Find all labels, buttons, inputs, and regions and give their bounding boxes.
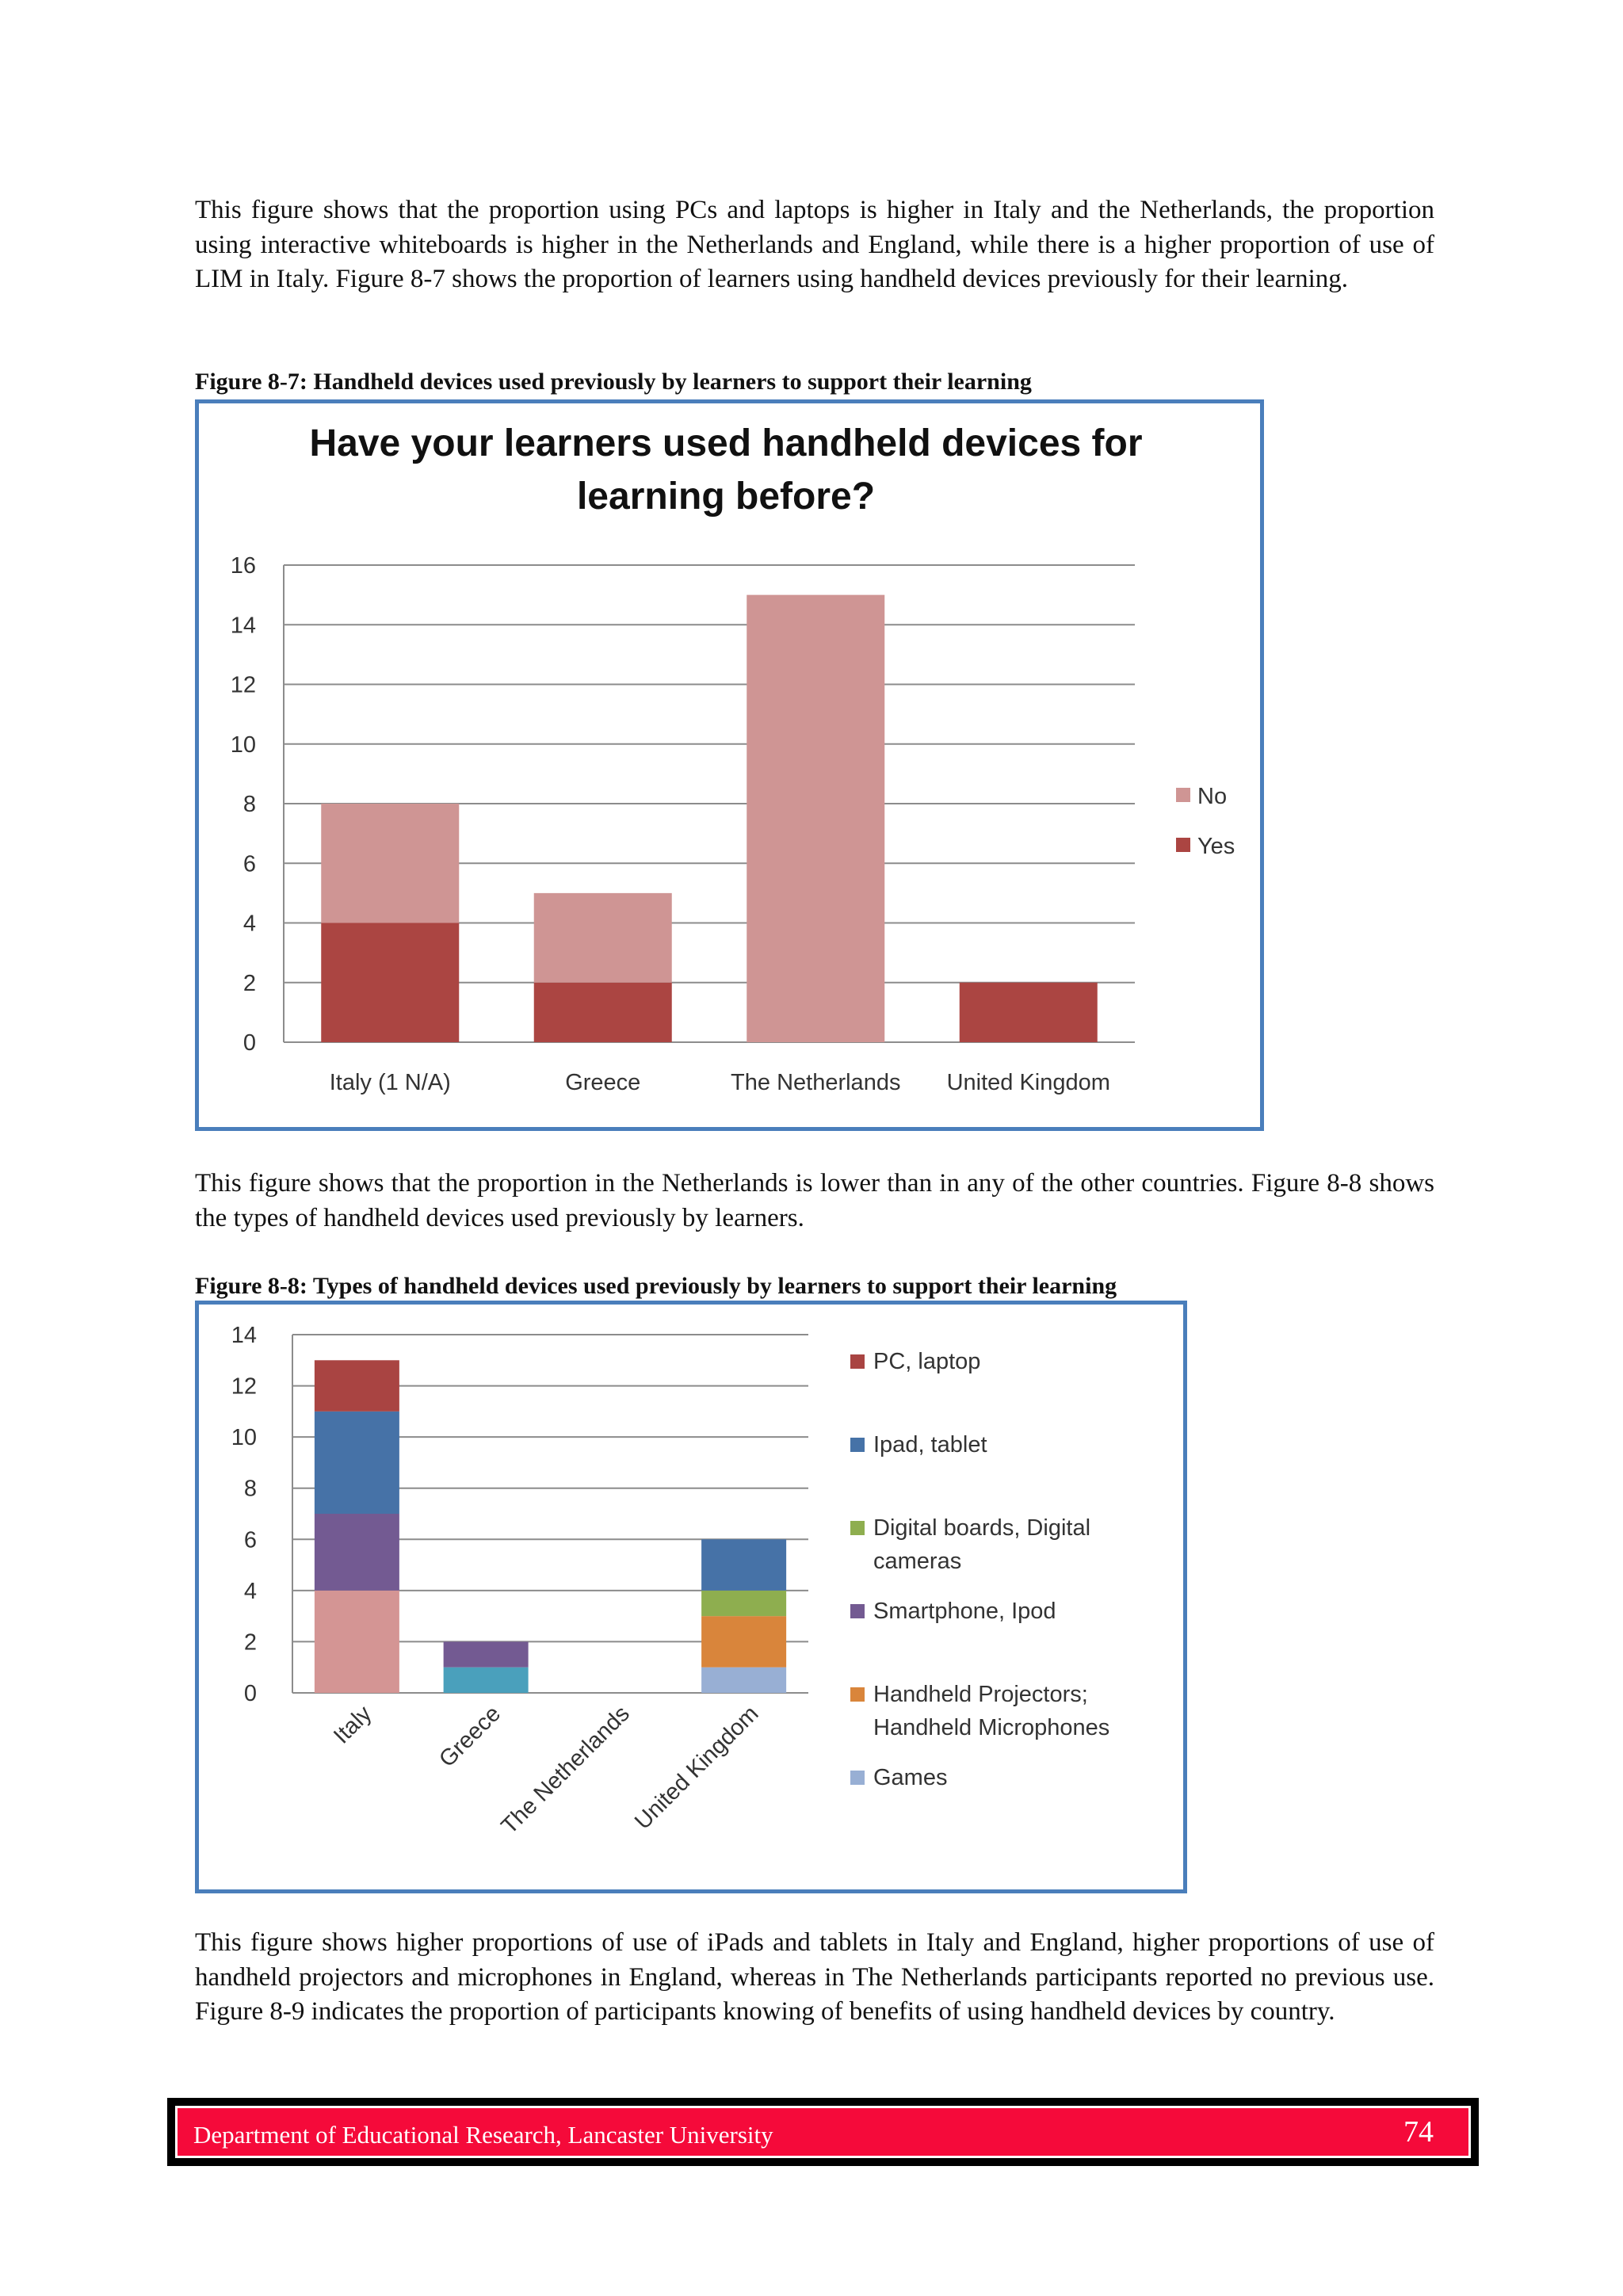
y-tick-label-12: 12 xyxy=(231,1373,257,1400)
x-tick-label-the-netherlands: The Netherlands xyxy=(496,1701,635,1839)
legend-label-4-line-1: Smartphone, Ipod xyxy=(873,1599,1056,1624)
figure-8-8-caption: Figure 8-8: Types of handheld devices used previously by learners to support their learning xyxy=(195,1273,1117,1299)
bar-united-kingdom-digital-boards-digital-cameras xyxy=(701,1591,786,1616)
bar-greece-no xyxy=(534,893,672,983)
legend-label-3-line-2: cameras xyxy=(873,1549,962,1574)
legend-swatch-no xyxy=(1176,788,1190,802)
bar-greece-yes xyxy=(534,983,672,1042)
bar-united-kingdom-games xyxy=(701,1668,786,1693)
y-tick-label-2: 2 xyxy=(243,1629,257,1656)
x-tick-label-united-kingdom: United Kingdom xyxy=(946,1070,1110,1095)
bar-united-kingdom-handheld-projectors-handheld-microphones xyxy=(701,1616,786,1668)
legend-label-no: No xyxy=(1197,784,1228,809)
paragraph-intro: This figure shows that the proportion using PCs and laptops is higher in Italy and the Netherlands, the proportion using interactive whiteboards is higher in the Netherlands and England, while there is a higher proportion of use of LIM in Italy. Figure 8-7 shows the proportion of learners using handheld devices previously for their learning. xyxy=(195,196,1434,293)
legend-swatch-6 xyxy=(850,1771,865,1785)
x-tick-label-united-kingdom: United Kingdom xyxy=(630,1701,764,1835)
chart-title-line-2: learning before? xyxy=(576,476,876,518)
y-tick-label-6: 6 xyxy=(243,1527,257,1553)
page-footer xyxy=(167,2098,1479,2166)
x-tick-label-greece: Greece xyxy=(565,1070,641,1095)
x-tick-label-italy: Italy xyxy=(329,1701,377,1749)
y-tick-label-6: 6 xyxy=(242,851,256,877)
legend-swatch-3 xyxy=(850,1521,865,1535)
legend-label-2-line-1: Ipad, tablet xyxy=(873,1432,987,1457)
legend-label-5-line-1: Handheld Projectors; xyxy=(873,1682,1088,1707)
bar-united-kingdom-yes xyxy=(960,983,1098,1042)
y-tick-label-2: 2 xyxy=(242,970,256,996)
figure-8-8-chart xyxy=(195,1301,1187,1893)
y-tick-label-10: 10 xyxy=(231,1425,257,1451)
y-tick-label-8: 8 xyxy=(243,1476,257,1502)
y-tick-label-0: 0 xyxy=(242,1030,256,1056)
y-tick-label-10: 10 xyxy=(230,732,256,758)
legend-label-5-line-2: Handheld Microphones xyxy=(873,1715,1110,1740)
legend-label-1-line-1: PC, laptop xyxy=(873,1349,981,1374)
legend-swatch-yes xyxy=(1176,838,1190,852)
y-tick-label-14: 14 xyxy=(231,1323,257,1348)
x-tick-label-the-netherlands: The Netherlands xyxy=(731,1070,901,1095)
figure-8-7-caption: Figure 8-7: Handheld devices used previously by learners to support their learning xyxy=(195,369,1032,395)
x-tick-label-italy-1-n-a: Italy (1 N/A) xyxy=(329,1070,451,1095)
bar-italy-smartphone-ipod xyxy=(315,1514,399,1591)
y-tick-label-8: 8 xyxy=(242,792,256,817)
bar-the-netherlands-no xyxy=(747,595,884,1042)
chart-8-8-svg xyxy=(199,1305,1183,1889)
legend-label-3-line-1: Digital boards, Digital xyxy=(873,1515,1091,1541)
bar-italy-1-n-a-yes xyxy=(321,923,459,1043)
legend-swatch-4 xyxy=(850,1604,865,1618)
bar-italy-pc-laptop xyxy=(315,1360,399,1412)
legend-swatch-2 xyxy=(850,1438,865,1452)
legend-swatch-1 xyxy=(850,1354,865,1369)
y-tick-label-16: 16 xyxy=(230,553,256,579)
footer-department: Department of Educational Research, Lancaster University xyxy=(193,2121,773,2149)
y-tick-label-0: 0 xyxy=(243,1681,257,1706)
chart-title-line-1: Have your learners used handheld devices for xyxy=(309,422,1143,464)
y-tick-label-14: 14 xyxy=(230,613,256,639)
paragraph-after-fig-8-8: This figure shows higher proportions of use of iPads and tablets in Italy and England, higher proportions of use of handheld projectors and microphones in England, whereas in The Netherlands participants reported no previous use. Figure 8-9 indicates the proportion of participants knowing of benefits of using handheld devices by country. xyxy=(195,1928,1434,2026)
figure-8-7-chart xyxy=(195,399,1264,1131)
chart-8-7-svg xyxy=(199,403,1260,1127)
y-tick-label-4: 4 xyxy=(242,911,256,937)
bar-greece-smartphone-ipod xyxy=(444,1641,529,1667)
x-tick-label-greece: Greece xyxy=(434,1701,506,1773)
bar-greece-teal xyxy=(444,1668,529,1693)
legend-label-yes: Yes xyxy=(1197,834,1235,859)
y-tick-label-4: 4 xyxy=(243,1578,257,1604)
footer-page-number: 74 xyxy=(1403,2115,1434,2149)
bar-italy-1-n-a-no xyxy=(321,804,459,923)
legend-swatch-5 xyxy=(850,1687,865,1702)
paragraph-after-fig-8-7: This figure shows that the proportion in the Netherlands is lower than in any of the other countries. Figure 8-8 shows the types of handheld devices used previously by learners. xyxy=(195,1169,1434,1232)
bar-united-kingdom-ipad-tablet xyxy=(701,1539,786,1591)
legend-label-6-line-1: Games xyxy=(873,1765,948,1790)
bar-italy-pink xyxy=(315,1591,399,1693)
bar-italy-ipad-tablet xyxy=(315,1412,399,1514)
footer-bar xyxy=(175,2106,1471,2158)
y-tick-label-12: 12 xyxy=(230,672,256,698)
